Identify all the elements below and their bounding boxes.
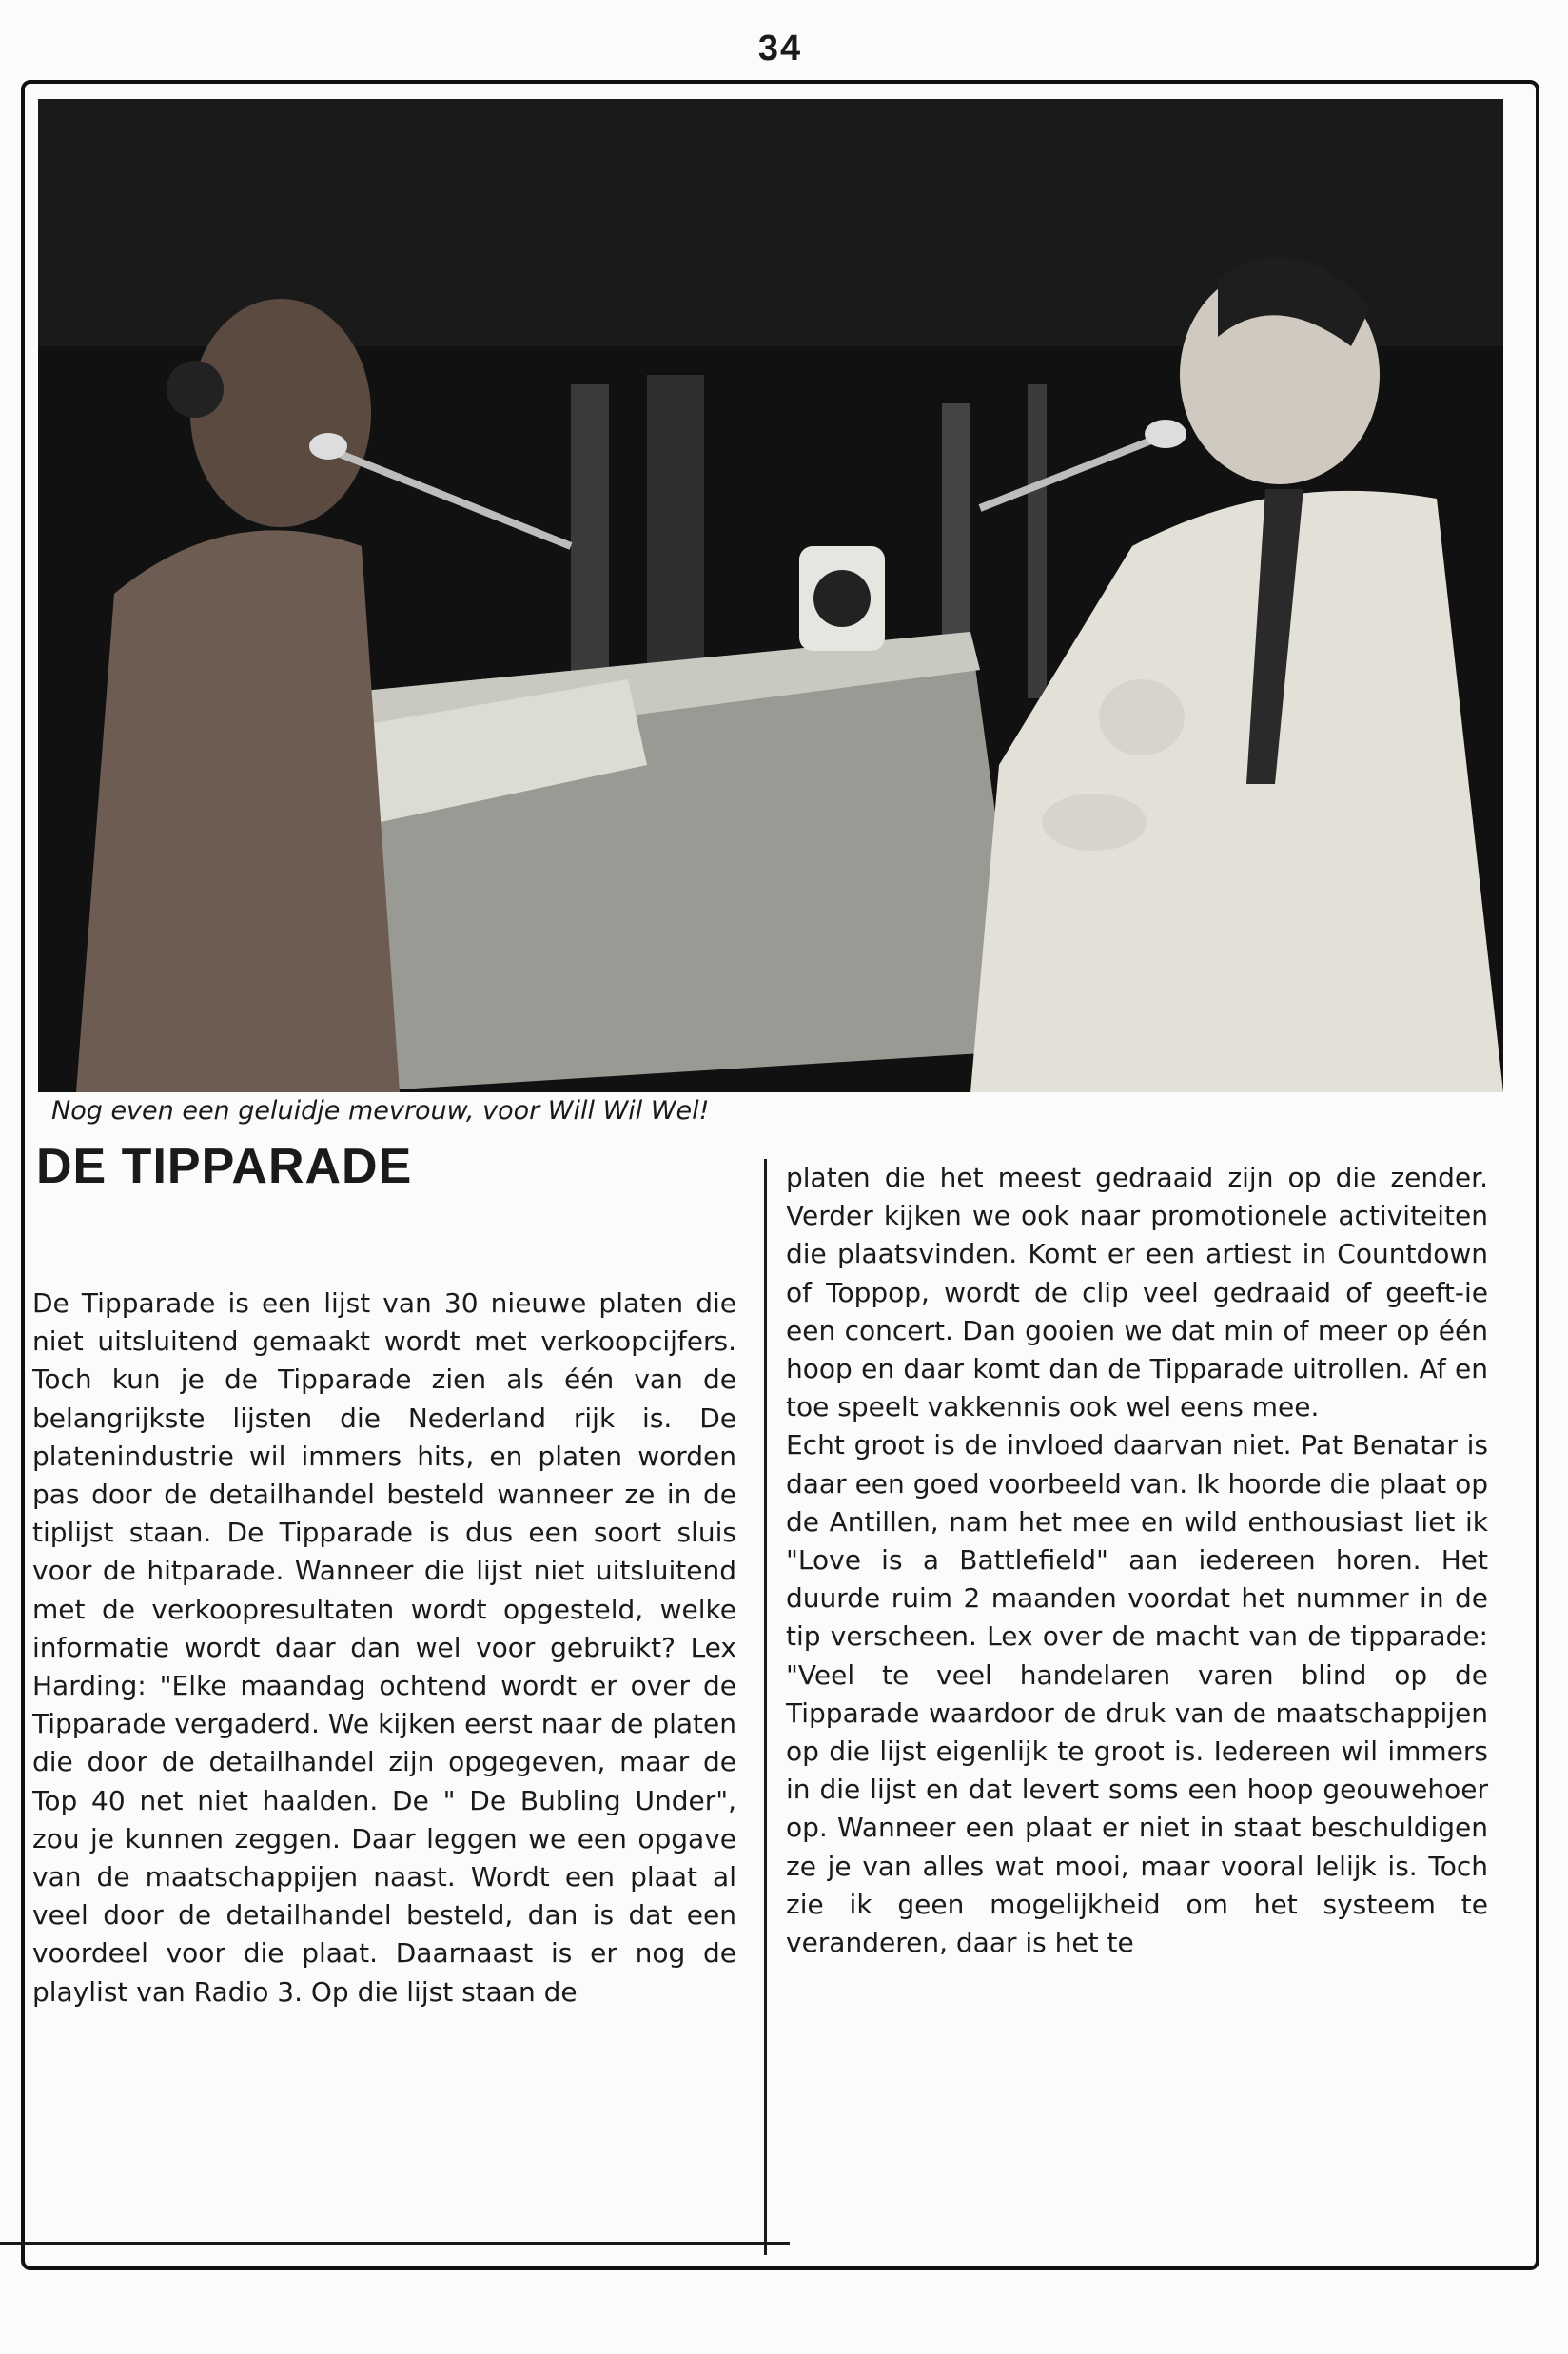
photo-caption: Nog even een geluidje mevrouw, voor Will Wil Wel!	[51, 1096, 710, 1126]
page-number: 34	[757, 29, 803, 69]
article-headline: DE TIPPARADE	[36, 1139, 413, 1194]
article-photo	[38, 99, 1503, 1092]
column-divider	[764, 1159, 767, 2255]
paragraph: Echt groot is de invloed daarvan niet. Pat Benatar is daar een goed voorbeeld van. Ik hoorde die plaat op de Antillen, nam het mee en wild enthousiast liet ik "Love is a Battlefield" aan iedereen horen. Het duurde ruim 2 maanden voordat het nummer in de tip verscheen. Lex over de macht van de tipparade: "Veel te veel handelaren varen blind op de Tipparade waardoor de druk van de maatschappijen op die lijst eigenlijk te groot is. Iedereen wil immers in die lijst en dat levert soms een hoop geouwehoer op. Wanneer een plaat er niet in staat beschuldigen ze je van alles wat mooi, maar vooral lelijk is. Toch zie ik geen mogelijkheid om het systeem te veranderen, daar is het te	[786, 1429, 1488, 1959]
studio-photo-illustration	[38, 99, 1503, 1092]
paragraph: De Tipparade is een lijst van 30 nieuwe platen die niet uitsluitend gemaakt wordt met verkoopcijfers. Toch kun je de Tipparade zien als één van de belangrijkste lijsten die Nederland rijk is. De platenindustrie wil immers hits, en platen worden pas door de detailhandel besteld wanneer ze in de tiplijst staan. De Tipparade is dus een soort sluis voor de hitparade. Wanneer die lijst niet uitsluitend met de verkoopresultaten wordt opgesteld, welke informatie wordt daar dan wel voor gebruikt? Lex Harding: "Elke maandag ochtend wordt er over de Tipparade vergaderd. We kijken eerst naar de platen die door de detailhandel zijn opgegeven, maar de Top 40 net niet haalden. De " De Bubling Under", zou je kunnen zeggen. Daar leggen we een opgave van de maatschappijen naast. Wordt een plaat al veel door de detailhandel besteld, dan is dat een voordeel voor die plaat. Daarnaast is er nog de playlist van Radio 3. Op die lijst staan de	[32, 1287, 736, 2008]
paragraph: platen die het meest gedraaid zijn op die zender. Verder kijken we ook naar promotionele activiteiten die plaatsvinden. Komt er een artiest in Countdown of Toppop, wordt de clip veel gedraaid of geeft-ie een concert. Dan gooien we dat min of meer op één hoop en daar komt dan de Tipparade uitrollen. Af en toe speelt vakkennis ook wel eens mee.	[786, 1162, 1488, 1423]
article-column-left	[32, 1285, 736, 2011]
bottom-rule	[0, 2242, 790, 2245]
article-column-right	[786, 1159, 1488, 1962]
